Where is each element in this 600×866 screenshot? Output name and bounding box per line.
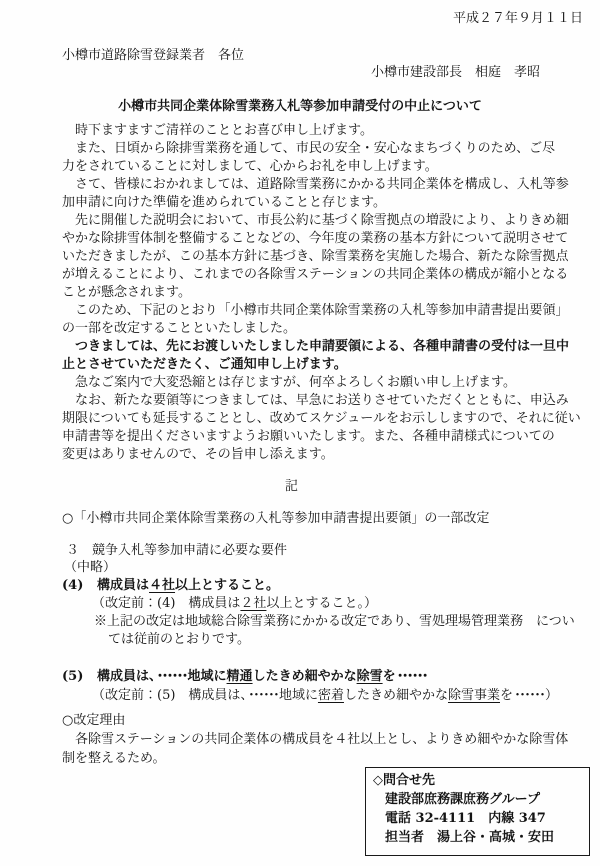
item-4-text (97, 577, 279, 595)
reason-line: 各除雪ステーションの共同企業体の構成員を４社以上とし、よりきめ細やかな除雪体 (62, 732, 569, 747)
item-5-previous (92, 687, 558, 705)
recipient-line: 小樽市道路除雪登録業者 各位 (62, 48, 245, 63)
text-segment: 以上とすること。） (266, 596, 377, 611)
text-segment: 地域に (187, 669, 227, 684)
body-line: 先に開催した説明会において、市長公約に基づく除雪拠点の増設により、よりきめ細 (62, 213, 569, 228)
underlined-segment: 除雪 (356, 669, 383, 684)
note-line: ※上記の改定は地域総合除雪業務にかかる改定であり、雪処理場管理業務 につい (94, 614, 575, 629)
underlined-segment: 除雪事業 (447, 688, 500, 703)
ellipsis-dots: ・・・・・・ (393, 669, 424, 684)
text-segment: （改定前：(4) 構成員は (92, 596, 241, 611)
ellipsis-dots: ・・・・・・ (153, 669, 184, 684)
note-line: ては従前のとおりです。 (108, 632, 250, 647)
text-segment: を (382, 669, 396, 684)
notes-heading: 記 (285, 479, 299, 494)
reason-heading: ○改定理由 (62, 713, 126, 728)
sender-line: 小樽市建設部長 相庭 孝昭 (371, 65, 541, 80)
omitted-note: （中略） (64, 560, 117, 575)
item-5-text (97, 668, 428, 686)
body-line: 力をされていることに対しまして、心からお礼を申し上げます。 (62, 159, 438, 174)
text-segment: したきめ細やかな (343, 688, 448, 703)
ellipsis-dots: ・・・・・・ (511, 688, 542, 703)
body-line: なお、新たな要領等につきましては、早急にお送りさせていただくとともに、申込み (62, 393, 569, 408)
body-line: 加申請に向けた準備を進められていることと存じます。 (62, 195, 386, 210)
contact-box (365, 767, 590, 856)
item-4-previous (92, 595, 377, 613)
text-segment: 地域に (278, 688, 318, 703)
text-segment: を (500, 688, 514, 703)
contact-staff: 担当者 湯上谷・高城・安田 (385, 830, 555, 845)
body-line: このため、下記のとおり「小樽市共同企業体除雪業務の入札等参加申請書提出要領」 (62, 303, 569, 318)
ellipsis-dots: ・・・・・・ (244, 688, 275, 703)
underlined-segment: 精通 (226, 669, 253, 684)
body-line: さて、皆様におかれましては、道路除雪業務にかかる共同企業体を構成し、入札等参 (62, 177, 569, 192)
underlined-segment: ４社 (149, 578, 176, 593)
text-segment: したきめ細やかな (252, 669, 357, 684)
item-5-label: (5) (62, 669, 84, 684)
body-line: の一部を改定することといたしました。 (62, 321, 297, 336)
document-date: 平成２７年９月１１日 (453, 11, 584, 26)
body-line: ことが懸念されます。 (62, 285, 191, 300)
amendment-heading: ○「小樽市共同企業体除雪業務の入札等参加申請書提出要領」の一部改定 (62, 511, 490, 526)
body-line-bold: つきましては、先にお渡しいたしました申請要領による、各種申請書の受付は一旦中 (62, 339, 570, 354)
contact-phone: 電話 32-4111 内線 347 (385, 811, 546, 826)
text-segment: （改定前：(5) 構成員は、 (92, 688, 247, 703)
document-title: 小樽市共同企業体除雪業務入札等参加申請受付の中止について (118, 99, 482, 114)
body-line: また、日頃から除排雪業務を通して、市民の安全・安心なまちづくりのため、ご尽 (62, 141, 556, 156)
body-line: いただきましたが、この基本方針に基づき、除雪業務を実施した場合、新たな除雪拠点 (62, 249, 569, 264)
body-line: 変更はありませんので、その旨申し添えます。 (62, 447, 334, 462)
item-4-label: (4) (62, 578, 84, 593)
requirements-section-heading: ３ 競争入札等参加申請に必要な要件 (66, 543, 288, 558)
text-segment: ） (545, 688, 559, 703)
body-line: 期限についても延長することとし、改めてスケジュールをお示ししますので、それに従い (62, 411, 581, 426)
body-line: 急なご案内で大変恐縮とは存じますが、何卒よろしくお願い申し上げます。 (62, 375, 516, 390)
body-line: 申請書等を提出くださいますようお願いいたします。また、各種申請様式についての (62, 429, 555, 444)
body-line-bold: 止とさせていただきたく、ご通知申し上げます。 (62, 357, 347, 372)
body-line: 時下ますますご清祥のこととお喜び申し上げます。 (62, 123, 373, 138)
underlined-segment: 密着 (317, 688, 344, 703)
contact-department: 建設部庶務課庶務グループ (385, 792, 540, 807)
text-segment: 以上とすること。 (175, 578, 280, 593)
body-line: やかな除排雪体制を整備することなどの、今年度の業務の基本方針について説明させて (62, 231, 569, 246)
body-line: が増えることにより、これまでの各除雪ステーションの共同企業体の構成が縮小となる (62, 267, 569, 282)
text-segment: 構成員は、 (97, 669, 156, 684)
text-segment: 構成員は (97, 578, 150, 593)
contact-heading: ◇問合せ先 (373, 773, 435, 788)
reason-line: 制を整えるため。 (62, 751, 166, 766)
underlined-segment: ２社 (240, 596, 267, 611)
